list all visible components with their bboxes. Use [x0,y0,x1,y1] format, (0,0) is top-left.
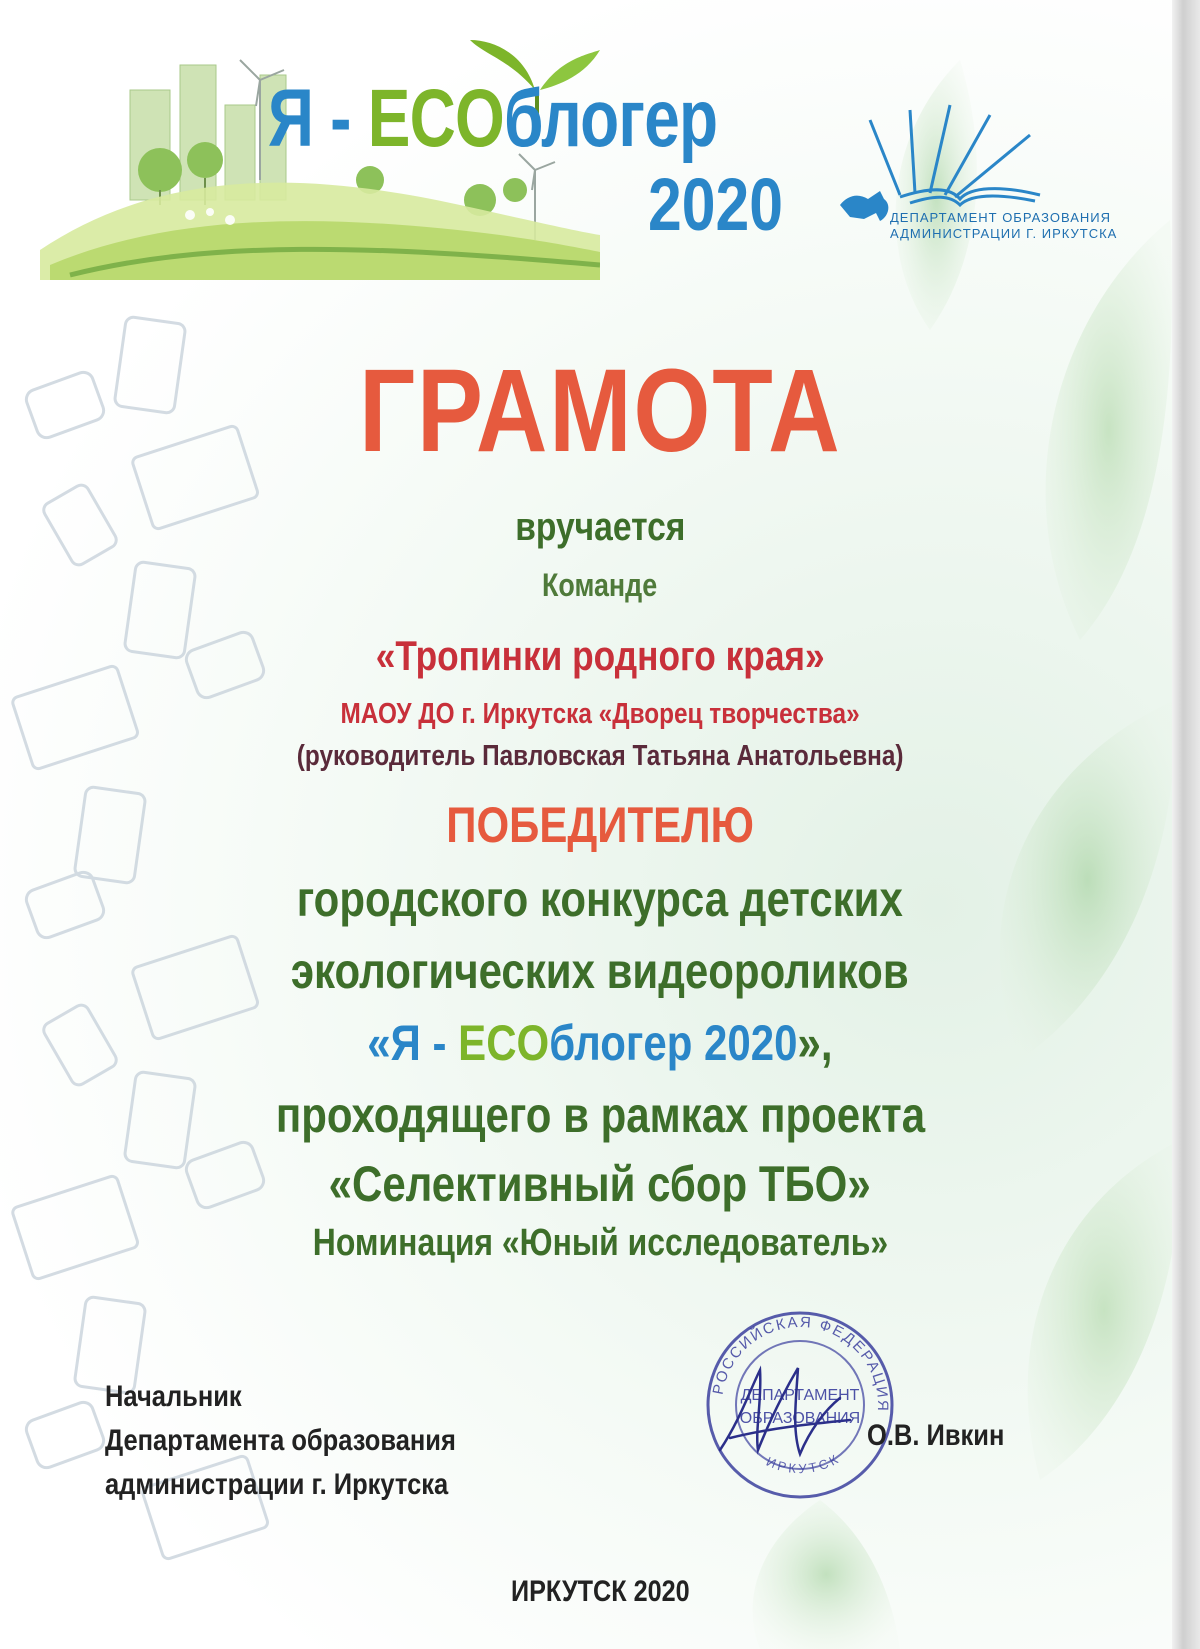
contest-line-1 [0,870,1200,928]
awarded-text [0,505,1200,550]
contest-line-3 [0,1014,1200,1072]
logo-title [268,73,718,164]
winner-heading [0,796,1200,854]
logo-dash: - [313,73,368,164]
logo-ya: Я [268,73,314,164]
contest-eco: ECO [458,1015,550,1071]
contest-quote-close: », [797,1015,833,1071]
stamp-bottom-text: ИРКУТСК [764,1450,843,1477]
department-book-logo-icon [840,95,1100,225]
team-name [0,632,1200,680]
contest-quote-open: «Я - [367,1015,459,1071]
logo-year: 2020 [648,163,783,246]
contest-line-1-text: городского конкурса детских [296,871,904,927]
city-year [0,1575,1200,1609]
stamp-outer-text: РОССИЙСКАЯ ФЕДЕРАЦИЯ [709,1313,892,1413]
project-line-2-text: «Селективный сбор ТБО» [328,1156,872,1212]
stamp-inner-line1: ДЕПАРТАМЕНТ [740,1387,860,1404]
team-name-text: «Тропинки родного края» [375,632,825,679]
certificate-title [0,345,1200,477]
contest-line-3-text [367,1014,832,1072]
signatory-name: О.В. Ивкин [867,1419,1005,1452]
department-name-line2: АДМИНИСТРАЦИИ Г. ИРКУТСКА [890,226,1118,241]
handwritten-signature [700,1350,860,1470]
signatory-position-line2: Департамента образования [105,1424,456,1457]
to-team-text [0,567,1200,604]
contest-line-2 [0,942,1200,1000]
project-line-1-text: проходящего в рамках проекта [275,1087,925,1143]
team-leader-text: (руководитель Павловская Татьяна Анатольевна) [296,740,904,772]
city-year-text: ИРКУТСК 2020 [510,1575,690,1608]
to-team-label: Команде [542,567,658,603]
stamp-inner-line2: ОБРАЗОВАНИЯ [739,1410,861,1427]
project-line-2 [0,1155,1200,1213]
organization-text: МАОУ ДО г. Иркутска «Дворец творчества» [340,698,860,730]
contest-blog: блогер 2020 [549,1015,798,1071]
signatory-position-line1: Начальник [105,1380,242,1413]
signatory-position-line3: администрации г. Иркутска [105,1468,449,1501]
nomination-text: Номинация «Юный исследователь» [312,1222,888,1264]
scan-edge [1172,0,1200,1649]
signatory-position [105,1375,456,1507]
nomination [0,1222,1200,1265]
awarded-label: вручается [514,505,686,549]
contest-line-2-text: экологических видеороликов [291,943,909,999]
department-name [890,210,1117,242]
logo-eco: ECO [367,73,504,164]
team-leader [0,740,1200,773]
department-name-line1: ДЕПАРТАМЕНТ ОБРАЗОВАНИЯ [890,210,1112,225]
winner-text: ПОБЕДИТЕЛЮ [446,797,754,853]
certificate-title-text: ГРАМОТА [358,345,842,477]
logo-blog: блогер [503,73,718,164]
project-line-1 [0,1086,1200,1144]
organization [0,698,1200,731]
